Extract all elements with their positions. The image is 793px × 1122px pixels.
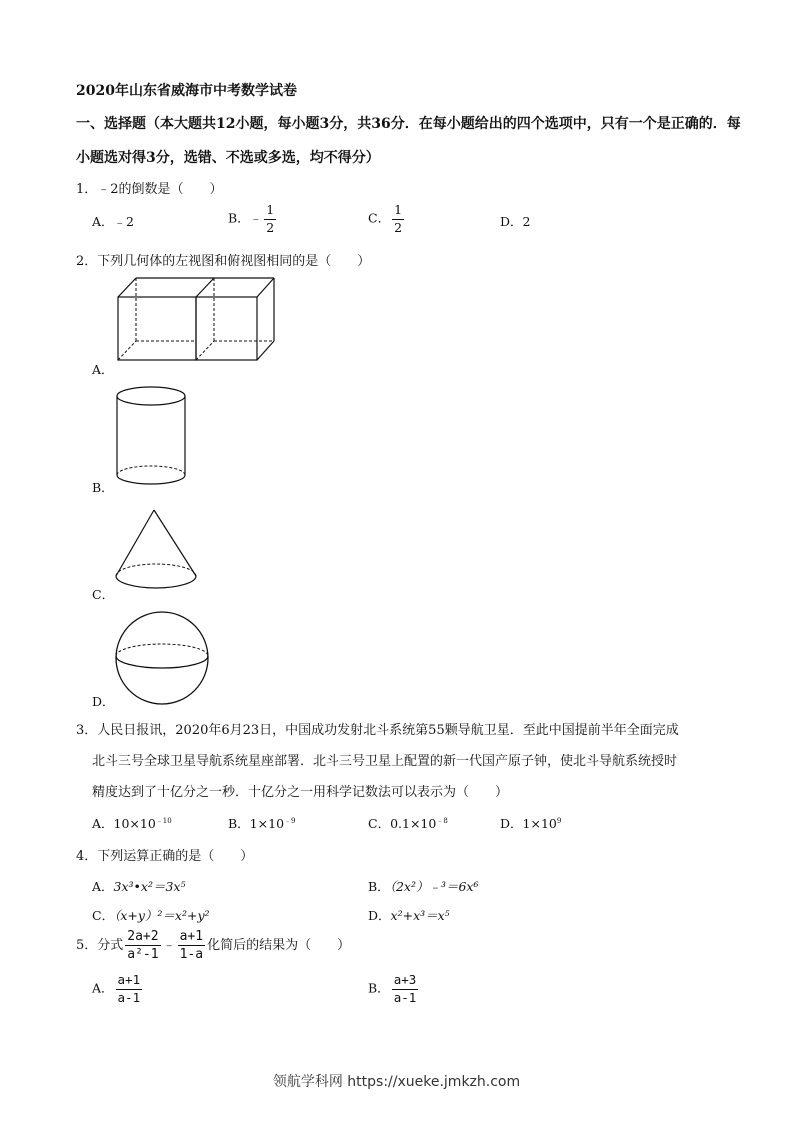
q4-option-c-label: C．	[92, 908, 115, 923]
fraction-numerator: 2a+2	[127, 929, 159, 944]
q5-option-a	[92, 974, 144, 1004]
q1-option-a: A．﹣2	[92, 214, 134, 229]
q1-option-d: D．2	[500, 214, 531, 229]
q2-option-a: A．	[92, 362, 114, 377]
q4-option-b-expr: （2x²）﹣³＝6x⁶	[389, 879, 479, 894]
q3-option-a-exponent: ﹣10	[155, 816, 172, 825]
fraction-denominator: a-1	[117, 989, 141, 1005]
figure-cone	[114, 508, 200, 598]
fraction-numerator: a+3	[392, 974, 419, 990]
q1-stem: 1．﹣2的倒数是（ ）	[76, 182, 223, 197]
q3-option-d	[500, 814, 561, 832]
q5-minus: ﹣	[162, 938, 176, 953]
q3-option-b-exponent: ﹣9	[284, 816, 296, 825]
q5-stem-suffix: 化简后的结果为（ ）	[207, 938, 351, 953]
fraction-denominator: 1-a	[179, 947, 204, 962]
figure-two-cubes	[108, 275, 278, 365]
q3-line3: 精度达到了十亿分之一秒．十亿分之一用科学记数法可以表示为（ ）	[92, 785, 509, 800]
q3-option-b-base: B．1×10	[228, 816, 285, 831]
q1-option-b	[228, 204, 278, 234]
q4-option-b-label: B．	[368, 879, 390, 894]
figure-cylinder	[116, 385, 188, 485]
q1-option-b-prefix: B．﹣	[228, 210, 263, 226]
q5-stem	[76, 930, 350, 961]
q2-stem: 2．下列几何体的左视图和俯视图相同的是（ ）	[76, 254, 371, 269]
footer-watermark: 领航学科网 https://xueke.jmkzh.com	[272, 1074, 521, 1090]
section-heading-line1: 一、选择题（本大题共12小题，每小题3分，共36分．在每小题给出的四个选项中，只有一个是正确的．每	[76, 116, 741, 132]
q3-option-a-base: A．10×10	[92, 816, 156, 831]
q4-option-d	[368, 906, 450, 924]
q4-option-a-label: A．	[92, 879, 114, 894]
fraction-denominator: a²-1	[127, 947, 159, 962]
q5-option-b	[368, 974, 420, 1004]
q4-option-b	[368, 877, 478, 895]
q1-option-c	[368, 204, 406, 234]
exam-title: 2020年山东省威海市中考数学试卷	[76, 83, 297, 99]
q5-option-b-fraction	[392, 974, 419, 1004]
fraction-numerator: a+1	[179, 929, 204, 944]
q5-fraction-1	[125, 930, 160, 961]
q3-option-d-exponent: 9	[556, 816, 562, 825]
q4-option-a-expr: 3x³•x²＝3x⁵	[113, 879, 186, 894]
fraction-denominator: a-1	[393, 989, 417, 1005]
fraction-denominator: 2	[266, 219, 275, 235]
q2-option-c: C．	[92, 587, 115, 602]
q4-stem: 4．下列运算正确的是（ ）	[76, 849, 254, 864]
q2-option-b: B．	[92, 480, 114, 495]
q4-option-a	[92, 877, 186, 895]
q1-option-c-fraction	[392, 204, 404, 234]
fraction-numerator: 1	[392, 204, 404, 220]
q2-option-d: D．	[92, 694, 115, 709]
q3-line1: 3．人民日报讯，2020年6月23日，中国成功发射北斗系统第55颗导航卫星．至此中国提前半年全面完成	[76, 723, 679, 738]
q3-option-b	[228, 814, 296, 832]
q1-option-c-prefix: C．	[368, 210, 391, 226]
q4-option-d-label: D．	[368, 908, 391, 923]
q5-fraction-2	[178, 930, 205, 961]
fraction-numerator: a+1	[116, 974, 143, 990]
q5-stem-prefix: 5．分式	[76, 938, 124, 953]
q3-option-c-base: C．0.1×10	[368, 816, 437, 831]
q4-option-c	[92, 906, 210, 924]
fraction-denominator: 2	[394, 219, 403, 235]
q5-option-b-label: B．	[368, 980, 390, 996]
q3-line2: 北斗三号全球卫星导航系统星座部署．北斗三号卫星上配置的新一代国产原子钟，使北斗导航系统授时	[92, 754, 678, 769]
q1-option-b-fraction	[264, 204, 276, 234]
q5-option-a-fraction	[116, 974, 143, 1004]
q5-option-a-label: A．	[92, 980, 114, 996]
q3-option-c-exponent: ﹣8	[436, 816, 448, 825]
fraction-numerator: 1	[264, 204, 276, 220]
q3-option-c	[368, 814, 448, 832]
section-heading-line2: 小题选对得3分，选错、不选或多选，均不得分）	[76, 150, 380, 166]
q4-option-d-expr: x²+x³＝x⁵	[390, 908, 450, 923]
q4-option-c-expr: （x+y）²＝x²+y²	[114, 908, 210, 923]
q3-option-d-base: D．1×10	[500, 816, 557, 831]
figure-sphere	[114, 610, 214, 706]
q3-option-a	[92, 814, 172, 832]
